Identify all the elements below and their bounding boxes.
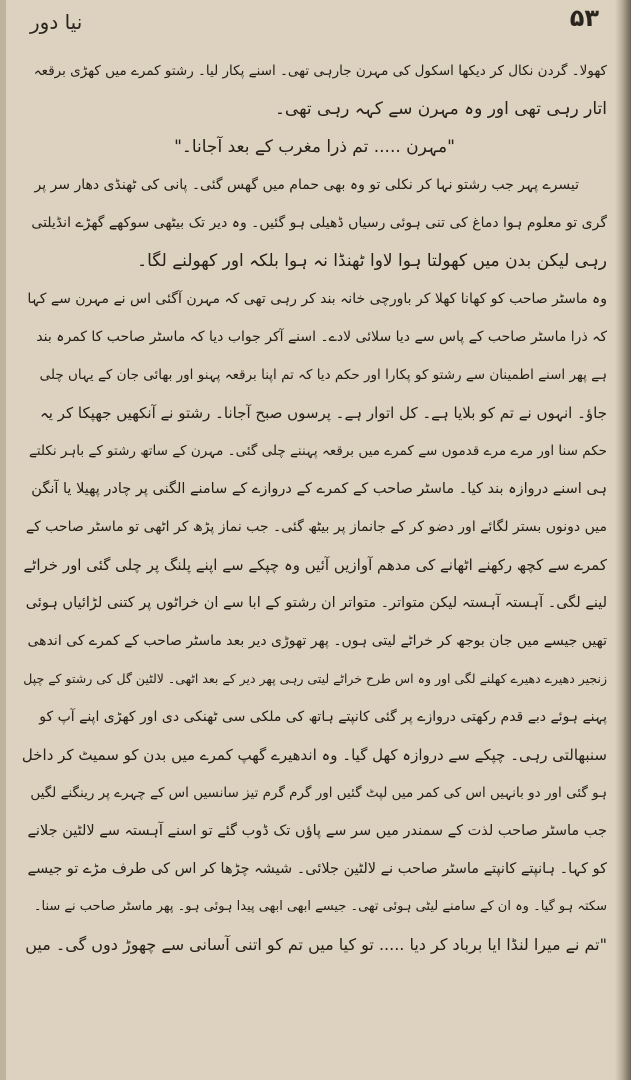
text-line: ہی اسنے دروازہ بند کیا۔ ماسٹر صاحب کے کمرے کے دروازے کے سامنے الگنی پر چادر پھیلا یا آنگن [31,481,607,497]
text-line: جاؤ۔ انہوں نے تم کو بلایا ہے۔ کل اتوار ہے۔ پرسوں صبح آجانا۔ رشتو نے آنکھیں جھپکا کر یہ [40,404,607,422]
text-line: وہ ماسٹر صاحب کو کھانا کھلا کر باورچی خانہ بند کر رہی تھی کہ مہرن آگئی اس نے مہرن سے کہا [27,291,607,307]
text-line: سنبھالتی رہی۔ چپکے سے دروازہ کھل گیا۔ وہ اندھیرے گھپ کمرے میں بدن کو سمیٹ کر داخل [22,746,607,764]
book-title: نیا دور [30,10,83,34]
text-line: "تم نے میرا لنڈا ایا برباد کر دیا ..... تو کیا میں تم کو اتنی آسانی سے چھوڑ دوں گی۔ میں [25,935,607,954]
text-line: سکتہ ہو گیا۔ وہ ان کے سامنے لیٹی ہوئی تھی۔ جیسے ابھی ابھی پیدا ہوئی ہو۔ پھر ماسٹر صاحب نے سنا۔ [33,899,607,914]
text-line: تیسرے پہر جب رشتو نہا کر نکلی تو وہ بھی حمام میں گھس گئی۔ پانی کی ٹھنڈی دھار سر پر [34,177,579,193]
text-line: میں دونوں بستر لگائے اور دضو کر کے جانماز پر بیٹھ گئی۔ جب نماز پڑھ کر اٹھی تو ماسٹر صاحب کے [25,519,607,535]
text-line: لینے لگی۔ آہستہ آہستہ لیکن متواتر۔ متواتر ان رشتو کے ابا سے ان خراٹوں پر کتنی لڑائیاں ہوئی [25,595,607,611]
text-line: "مہرن ..... تم ذرا مغرب کے بعد آجانا۔" [174,137,455,157]
text-line: پہنے ہوئے دبے قدم رکھتی دروازے پر گئی کانپتے ہاتھ کی ملکی سی ٹھنکی دی اور کھڑی اپنے آپ کو [39,709,607,725]
binding-shadow [615,0,631,1080]
page-header [20,4,609,44]
text-line: زنجیر دھیرے دھیرے کھلنے لگی اور وہ اس طرح خراٹے لیتی رہی پھر دیر کے بعد اٹھی۔ لالٹین گل کی رشتو کے چپل [23,671,607,686]
page-number: ۵۳ [569,4,599,32]
text-line: ہو گئی اور دو بانہیں اس کی کمر میں لپٹ گئیں اور گرم گرم تیز سانسیں اس کے چہرے پر رینگنے لگیں [30,785,607,801]
text-line: کھولا۔ گردن نکال کر دیکھا اسکول کی مہرن جارہی تھی۔ اسنے پکار لیا۔ رشتو کمرے میں کھڑی برقعہ [33,63,607,79]
text-line: گری تو معلوم ہوا دماغ کی تنی ہوئی رسیاں ڈھیلی ہو گئیں۔ وہ دیر تک بیٹھی سوکھے گھڑے انڈیلتی [31,215,607,231]
text-line: ہے پھر اسنے اطمینان سے رشتو کو پکارا اور حکم دیا کہ تم اپنا برقعہ پہنو اور بھائی جان کے یہاں چلی [39,367,607,383]
text-line: کہ ذرا ماسٹر صاحب کے پاس سے دیا سلائی لادے۔ اسنے آکر جواب دیا کہ ماسٹر صاحب کا کمرہ بند [36,329,607,345]
body-text [22,52,607,1072]
text-line: تھیں جیسے میں جان بوجھ کر خراٹے لیتی ہوں۔ پھر تھوڑی دیر بعد ماسٹر صاحب کے کمرے کی اندھی [27,633,607,649]
text-line: اتار رہی تھی اور وہ مہرن سے کہہ رہی تھی۔ [274,99,607,119]
text-line: حکم سنا اور مرے مرے قدموں سے کمرے میں برقعہ پہننے چلی گئی۔ مہرن کے ساتھ رشتو کے باہر نکلتے [28,443,607,459]
text-line: جب ماسٹر صاحب لذت کے سمندر میں سر سے پاؤں تک ڈوب گئے تو اسنے آہستہ سے لالٹین جلانے [27,823,607,839]
text-line: کمرے سے کچھ رکھنے اٹھانے کی مدھم آوازیں آئیں وہ چپکے سے اپنے پلنگ پر چلی گئی اور خراٹے [23,556,607,574]
text-line: رہی لیکن بدن میں کھولتا ہوا لاوا ٹھنڈا نہ ہوا بلکہ اور کھولنے لگا۔ [137,251,607,271]
text-line: کو کہا۔ ہانپتے کانپتے ماسٹر صاحب نے لالٹین جلائی۔ شیشہ چڑھا کر اس کی طرف مڑے تو جیسے [27,861,607,877]
